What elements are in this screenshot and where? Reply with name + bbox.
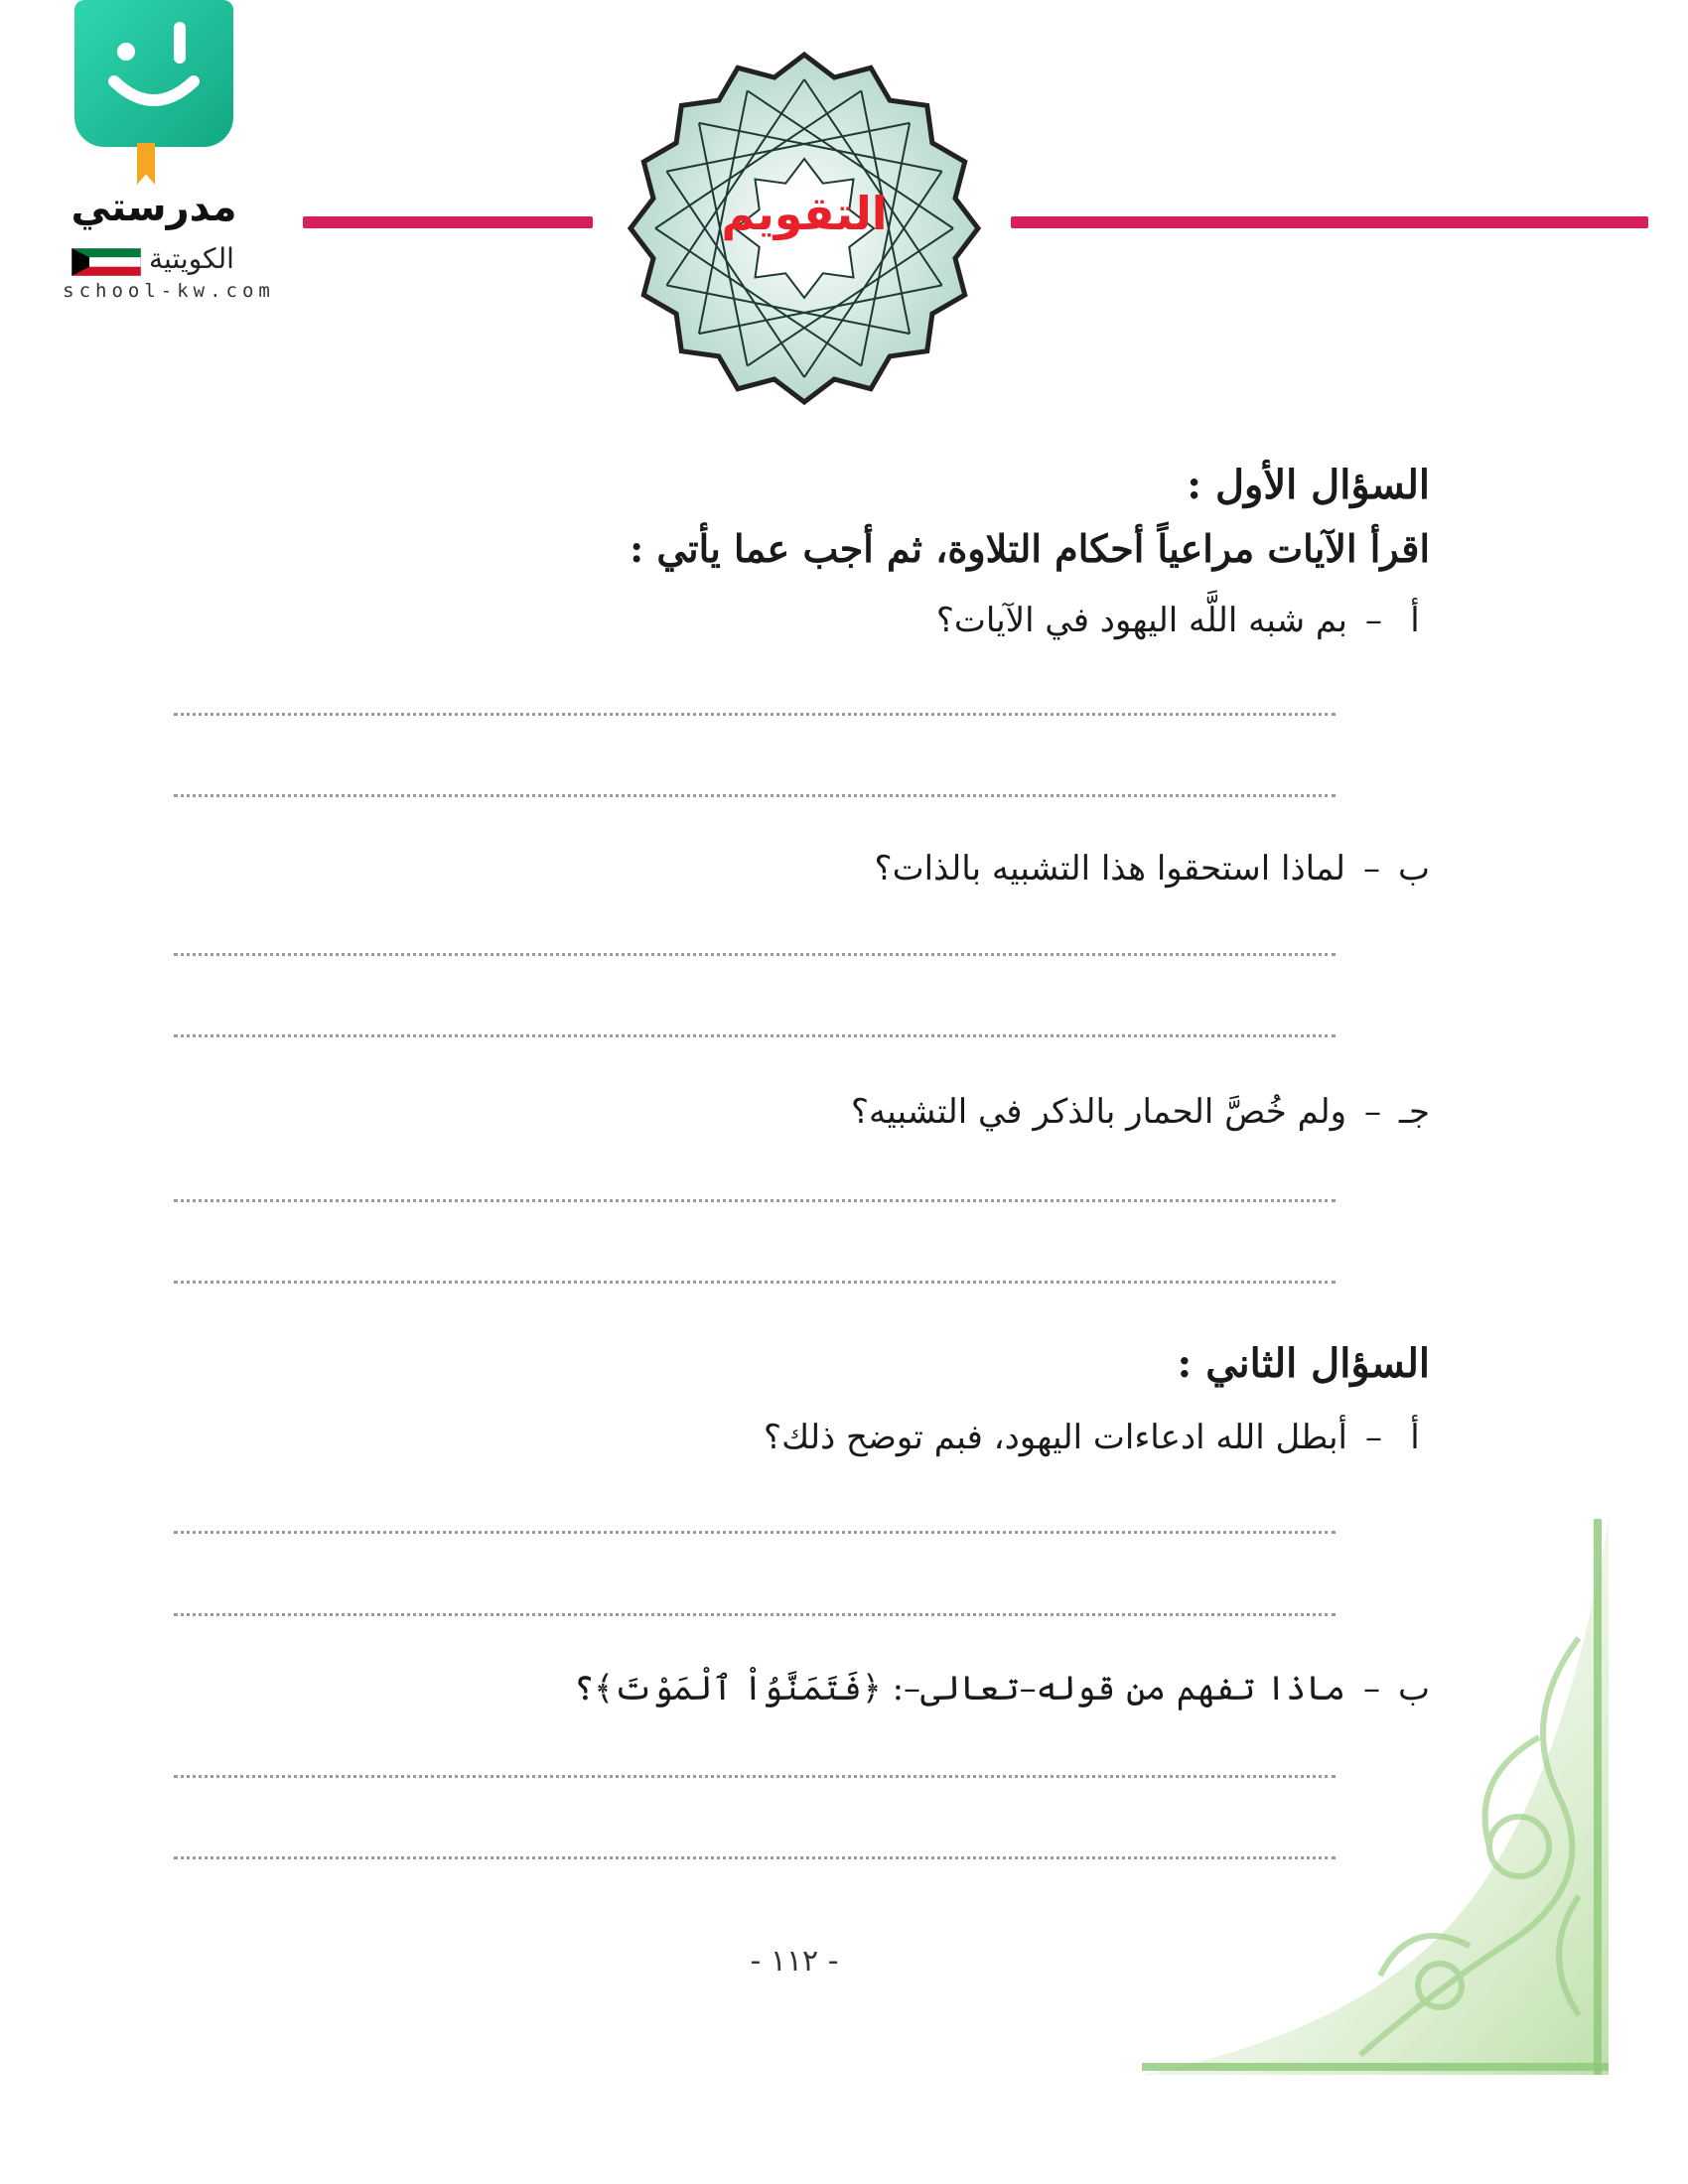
item-text: لماذا استحقوا هذا التشبيه بالذات؟ bbox=[874, 849, 1345, 888]
answer-line[interactable] bbox=[174, 1281, 1336, 1284]
logo-country: الكويتية bbox=[149, 242, 234, 275]
section-title: التقويم bbox=[721, 187, 888, 240]
question1-item-c: جـ–ولم خُصَّ الحمار بالذكر في التشبيه؟ bbox=[850, 1092, 1430, 1132]
item-letter: ب bbox=[1397, 849, 1430, 888]
question2-item-a: أ–أبطل الله ادعاءات اليهود، فبم توضح ذلك؟ bbox=[764, 1418, 1430, 1457]
answer-line[interactable] bbox=[174, 953, 1336, 956]
item-text: ماذا تفهم من قوله–تعالى–: ﴿فَتَمَنَّوُاْ ٱلْمَوْتَ﴾؟ bbox=[574, 1669, 1345, 1708]
logo-brand: مدرستي bbox=[70, 185, 237, 230]
answer-line[interactable] bbox=[174, 794, 1336, 797]
question1-item-b: ب–لماذا استحقوا هذا التشبيه بالذات؟ bbox=[874, 849, 1430, 888]
page-number: - ١١٢ - bbox=[750, 1944, 839, 1979]
question1-heading: السؤال الأول : bbox=[1187, 462, 1430, 508]
answer-line[interactable] bbox=[174, 1199, 1336, 1202]
item-text: ولم خُصَّ الحمار بالذكر في التشبيه؟ bbox=[850, 1092, 1347, 1132]
item-text: بم شبه اللَّه اليهود في الآيات؟ bbox=[935, 601, 1347, 640]
question1-item-a: أ–بم شبه اللَّه اليهود في الآيات؟ bbox=[936, 601, 1430, 640]
question2-item-b: ب–ماذا تفهم من قوله–تعالى–: ﴿فَتَمَنَّوُاْ ٱلْمَوْتَ﴾؟ bbox=[574, 1669, 1430, 1708]
question1-instruction: اقرأ الآيات مراعياً أحكام التلاوة، ثم أجب عما يأتي : bbox=[630, 526, 1430, 571]
header-line-right bbox=[1011, 216, 1648, 228]
item-letter: أ bbox=[1410, 1418, 1420, 1457]
item-letter: ب bbox=[1397, 1669, 1430, 1708]
question2-heading: السؤال الثاني : bbox=[1177, 1340, 1430, 1387]
item-letter: أ bbox=[1410, 601, 1420, 640]
kuwait-flag-icon bbox=[71, 248, 141, 276]
item-text: أبطل الله ادعاءات اليهود، فبم توضح ذلك؟ bbox=[764, 1418, 1347, 1457]
corner-ornament-icon bbox=[1142, 1519, 1609, 2075]
bookmark-ribbon-icon bbox=[137, 143, 155, 185]
answer-line[interactable] bbox=[174, 713, 1336, 716]
item-letter: جـ bbox=[1399, 1092, 1430, 1132]
logo-book-icon bbox=[74, 0, 233, 147]
logo-website: school-kw.com bbox=[63, 280, 275, 302]
header-line-left bbox=[303, 216, 593, 228]
school-logo bbox=[20, 0, 308, 302]
answer-line[interactable] bbox=[174, 1034, 1336, 1037]
